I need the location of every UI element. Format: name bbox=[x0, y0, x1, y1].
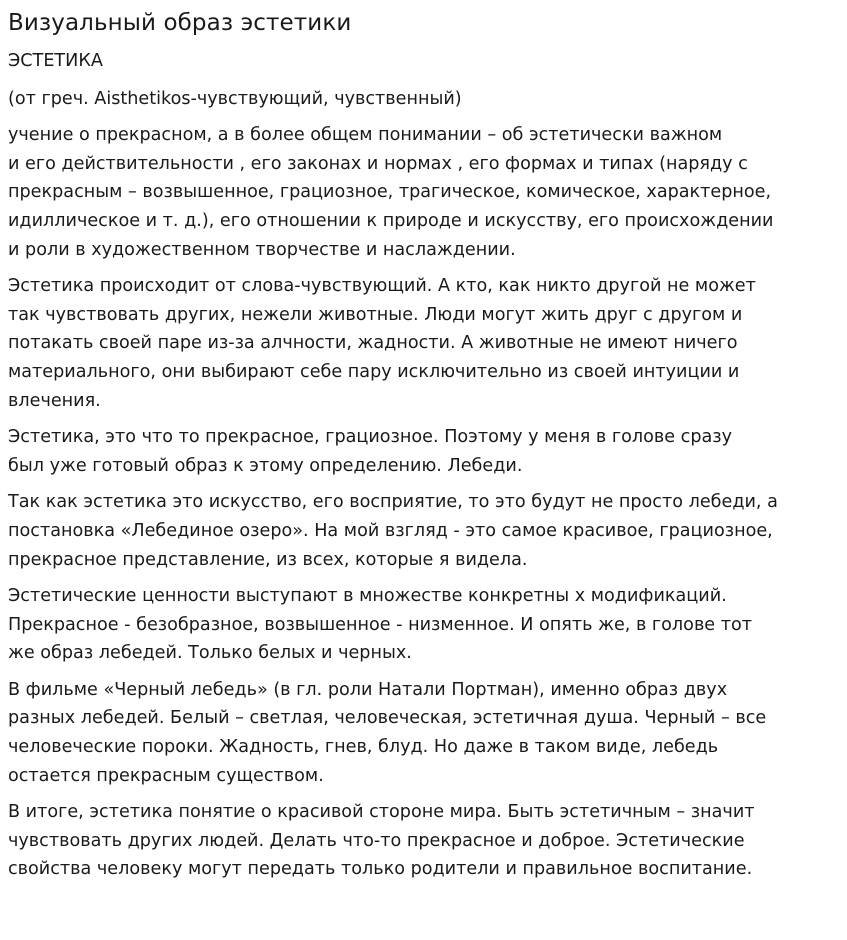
paragraph-swans: Эстетика, это что то прекрасное, грациозное. Поэтому у меня в голове сразу был уже готовый образ к этому определению. Лебеди. bbox=[8, 427, 733, 476]
paragraph-conclusion: В итоге, эстетика понятие о красивой стороне мира. Быть эстетичным – значит чувствовать других людей. Делать что-то прекрасное и доброе. Эстетические свойства человеку могут передать только родители и правильное воспитание. bbox=[8, 802, 755, 880]
paragraph-etymology: (от греч. Aisthetikos-чувствующий, чувственный) bbox=[8, 88, 462, 109]
paragraph-values: Эстетические ценности выступают в множестве конкретны х модификаций. Прекрасное - безобразное, возвышенное - низменное. И опять же, в голове тот же образ лебедей. Только белых и черных. bbox=[8, 586, 752, 664]
paragraph-definition: учение о прекрасном, а в более общем понимании – об эстетически важном и его действительности , его законах и нормах , его формах и типах (наряду с прекрасным – возвышенное, грациозное, трагическое, комическое, характерное, идиллическое и т. д.), его отношении к природе и искусству, его происхождении и роли в художественном творчестве и наслаждении. bbox=[8, 125, 774, 260]
paragraph-black-swan: В фильме «Черный лебедь» (в гл. роли Натали Портман), именно образ двух разных лебедей. Белый – светлая, человеческая, эстетичная душа. Черный – все человеческие пороки. Жадность, гнев, блуд. Но даже в таком виде, лебедь остается прекрасным существом. bbox=[8, 679, 767, 786]
paragraph-swan-lake: Так как эстетика это искусство, его восприятие, то это будут не просто лебеди, а постановка «Лебединое озеро». На мой взгляд - это самое красивое, грациозное, прекрасное представление, из всех, которые я видела. bbox=[8, 492, 778, 570]
section-heading: ЭСТЕТИКА bbox=[8, 51, 103, 71]
paragraph-feeling: Эстетика происходит от слова-чувствующий. А кто, как никто другой не может так чувствовать других, нежели животные. Люди могут жить друг с другом и потакать своей паре из-за алчности, жадности. А животные не имеют ничего материального, они выбирают себе пару исключительно из своей интуиции и влечения. bbox=[8, 276, 756, 411]
page-title: Визуальный образ эстетики bbox=[8, 10, 352, 36]
